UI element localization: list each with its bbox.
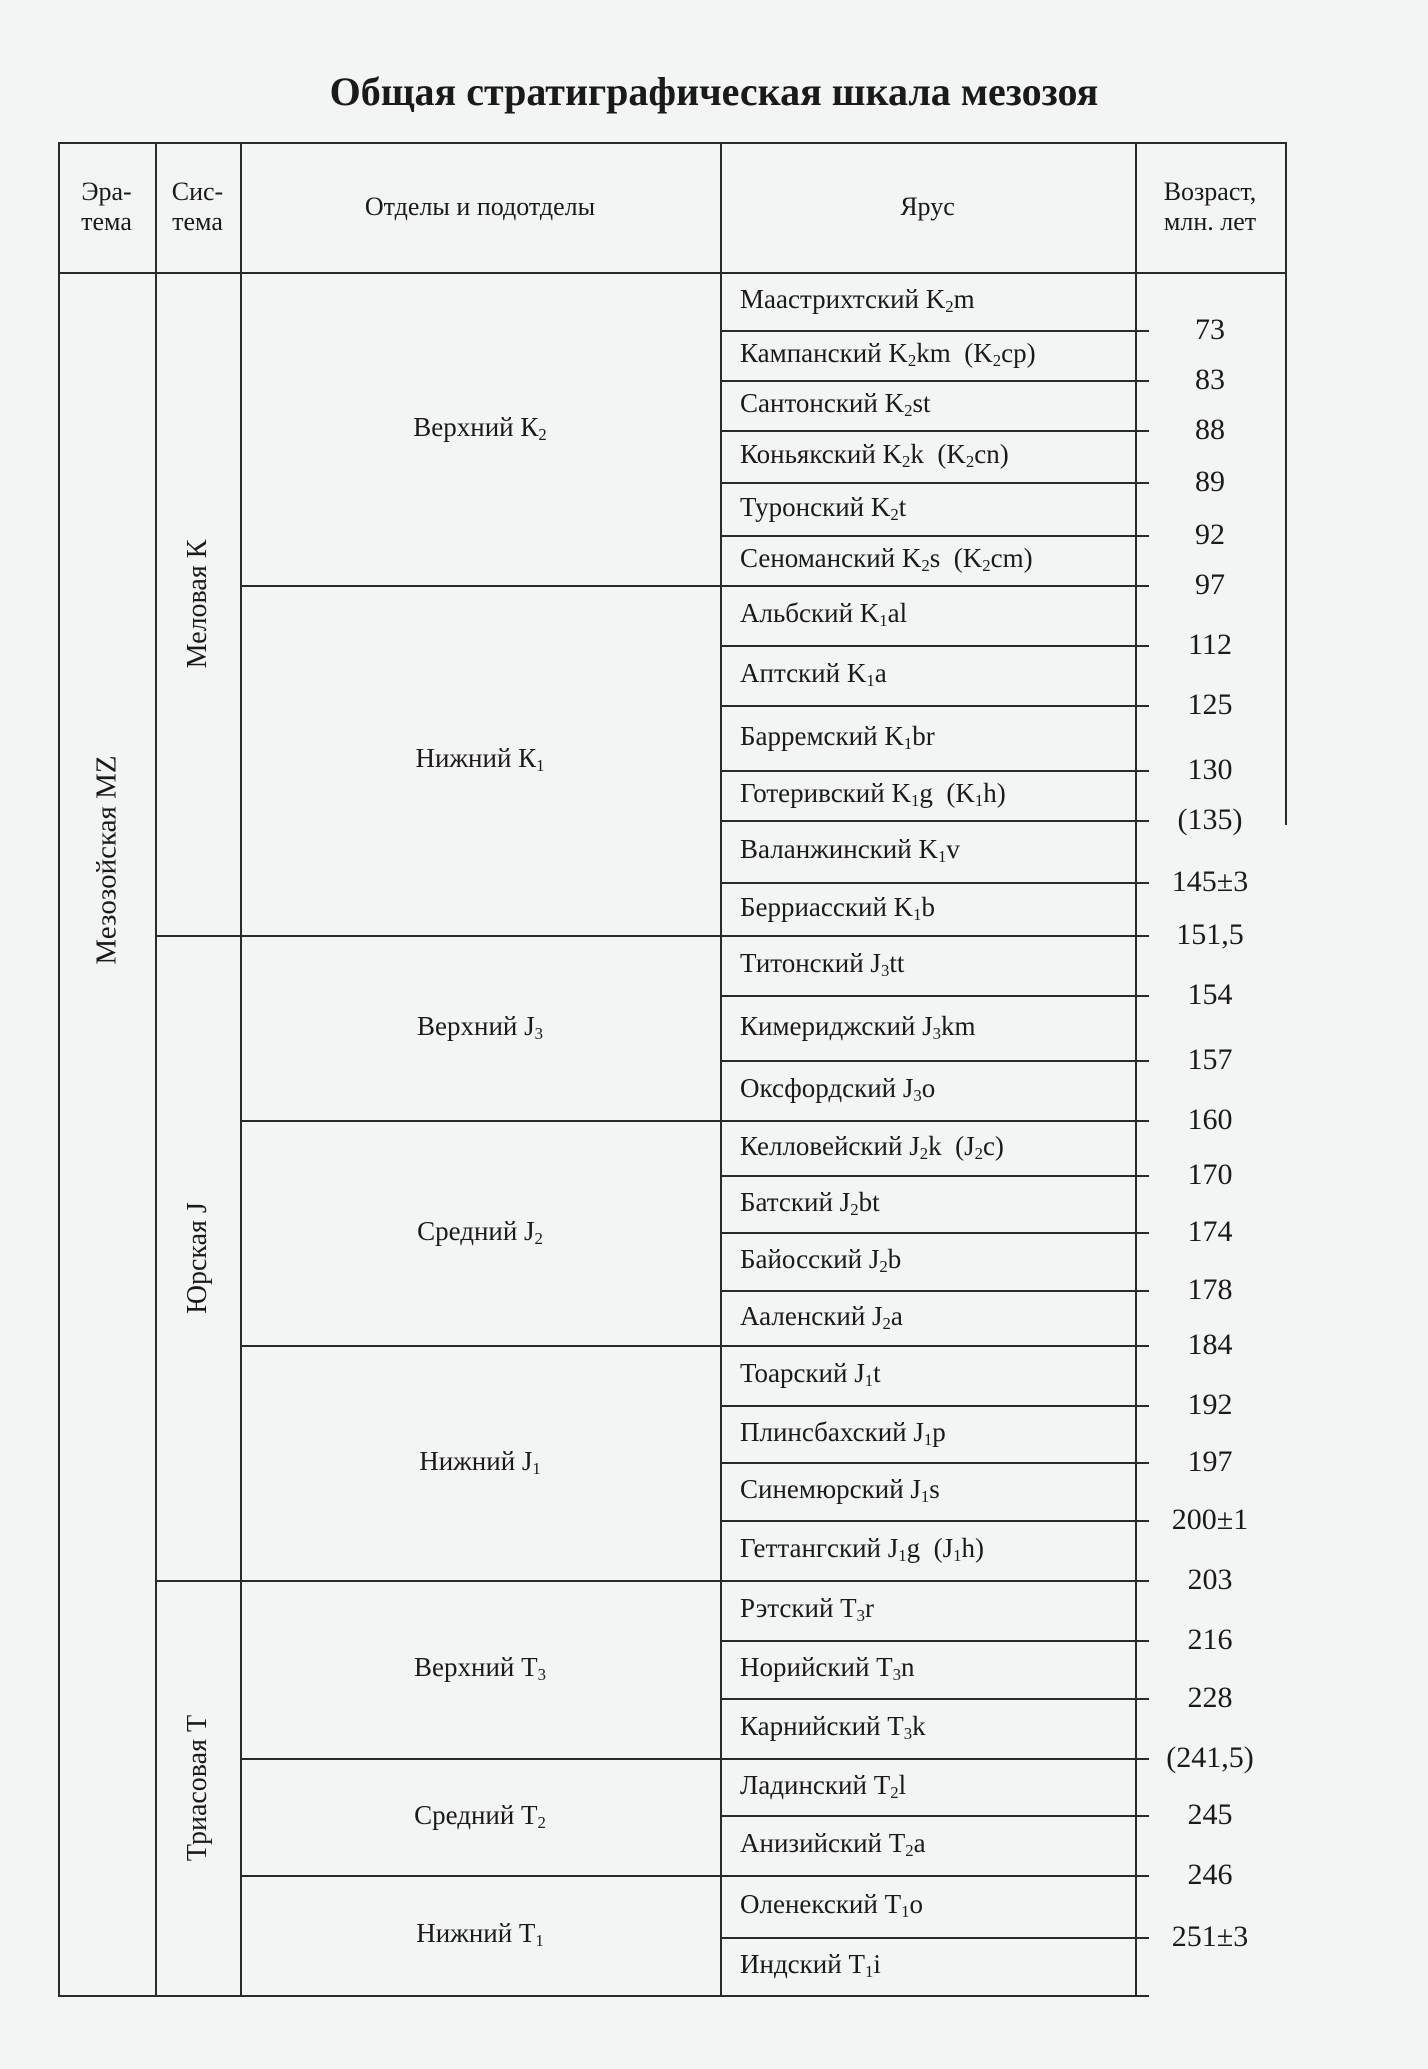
stage-index: $K_2k$ $(K_2cn)$ bbox=[882, 439, 1009, 472]
stage-row-divider bbox=[720, 430, 1135, 432]
age-boundary-tick bbox=[1135, 935, 1149, 937]
stage-index: $K_2t$ bbox=[870, 491, 907, 524]
age-value: 174 bbox=[1187, 1215, 1233, 1248]
age-value: 203 bbox=[1187, 1563, 1233, 1596]
erathem-label: Мезозойская MZ bbox=[90, 755, 122, 965]
header-age: Возраст, млн. лет bbox=[1163, 177, 1257, 236]
stage-name: Коньякский bbox=[740, 439, 876, 470]
stage-index: $J_2b$ bbox=[868, 1244, 902, 1277]
division-label bbox=[417, 1010, 543, 1043]
stage-label bbox=[740, 660, 887, 690]
system-label: Юрская J bbox=[181, 1201, 213, 1314]
division-index: 3 bbox=[537, 1665, 546, 1685]
stage-row-divider bbox=[720, 535, 1135, 537]
stage-row-divider bbox=[720, 770, 1135, 772]
division-index: 1 bbox=[535, 1931, 544, 1951]
stage-index: $T_2l$ bbox=[873, 1769, 907, 1802]
stage-index: $K_2km$ $(K_2cp)$ bbox=[888, 338, 1036, 371]
stage-name: Берриасский bbox=[740, 891, 887, 922]
system-divider bbox=[155, 935, 720, 937]
header-stage: Ярус bbox=[900, 192, 955, 221]
stage-label bbox=[740, 950, 904, 980]
stage-label bbox=[740, 1476, 940, 1506]
division-divider bbox=[240, 1875, 720, 1877]
stage-label bbox=[740, 390, 930, 420]
division-name: Верхний К bbox=[413, 411, 539, 442]
division-name: Средний J bbox=[417, 1215, 535, 1246]
stage-row-divider bbox=[720, 1640, 1135, 1642]
division-name: Нижний К bbox=[415, 743, 537, 774]
stage-name: Ааленский bbox=[740, 1300, 866, 1331]
stage-name: Оксфордский bbox=[740, 1073, 897, 1104]
division-index: 3 bbox=[534, 1023, 543, 1043]
stage-index: $T_3k$ bbox=[887, 1711, 926, 1744]
stage-name: Карнийский bbox=[740, 1711, 881, 1742]
age-boundary-tick bbox=[1135, 995, 1149, 997]
age-value: 88 bbox=[1195, 413, 1225, 446]
age-boundary-tick bbox=[1135, 482, 1149, 484]
age-value: 154 bbox=[1187, 978, 1233, 1011]
age-boundary-tick bbox=[1135, 330, 1149, 332]
system-label: Триасовая Т bbox=[181, 1714, 213, 1861]
age-boundary-tick bbox=[1135, 1462, 1149, 1464]
division-divider bbox=[240, 585, 720, 587]
column-divider bbox=[240, 142, 242, 1995]
division-index: 2 bbox=[534, 1228, 543, 1248]
age-boundary-tick bbox=[1135, 1640, 1149, 1642]
age-boundary-tick bbox=[1135, 380, 1149, 382]
stage-index: $T_1o$ bbox=[884, 1889, 923, 1922]
table-bottom-border bbox=[58, 1995, 1135, 1997]
age-value: 216 bbox=[1187, 1623, 1233, 1656]
stage-row-divider bbox=[720, 882, 1135, 884]
stage-index: $K_1v$ bbox=[918, 834, 960, 867]
age-boundary-tick bbox=[1135, 1405, 1149, 1407]
header-division: Отделы и подотделы bbox=[364, 192, 596, 221]
stage-row-divider bbox=[720, 1462, 1135, 1464]
age-value: 228 bbox=[1187, 1681, 1233, 1714]
stage-label bbox=[740, 1130, 1004, 1163]
stage-row-divider bbox=[720, 1120, 1135, 1122]
stage-name: Норийский bbox=[740, 1652, 870, 1683]
stage-index: $K_1br$ bbox=[884, 720, 935, 753]
division-name: Верхний Т bbox=[414, 1652, 538, 1683]
division-divider bbox=[240, 1345, 720, 1347]
age-boundary-tick bbox=[1135, 1345, 1149, 1347]
stage-name: Келловейский bbox=[740, 1130, 903, 1161]
stage-row-divider bbox=[720, 1060, 1135, 1062]
age-value: (241,5) bbox=[1166, 1741, 1254, 1774]
stage-index: $J_3o$ bbox=[902, 1073, 936, 1106]
stage-index: $J_3km$ bbox=[922, 1010, 976, 1043]
stage-label bbox=[740, 1360, 881, 1390]
column-divider bbox=[155, 142, 157, 1995]
age-value: 170 bbox=[1187, 1158, 1233, 1191]
stage-index: $J_1t$ bbox=[854, 1358, 881, 1391]
stage-name: Титонский bbox=[740, 948, 864, 979]
stage-index: $T_3n$ bbox=[876, 1652, 915, 1685]
age-value: 97 bbox=[1195, 568, 1225, 601]
stage-name: Тоарский bbox=[740, 1358, 848, 1389]
stage-name: Батский bbox=[740, 1186, 833, 1217]
header-erathem: Эра- тема bbox=[81, 177, 132, 236]
column-divider bbox=[1135, 142, 1137, 1995]
division-name: Нижний J bbox=[419, 1445, 533, 1476]
stage-label bbox=[740, 286, 975, 316]
age-boundary-tick bbox=[1135, 882, 1149, 884]
division-index: 1 bbox=[532, 1458, 541, 1478]
stage-name: Валанжинский bbox=[740, 834, 912, 865]
stage-index: $J_1s$ bbox=[910, 1474, 940, 1507]
stage-row-divider bbox=[720, 1815, 1135, 1817]
stage-index: $J_2k$ $(J_2c)$ bbox=[909, 1130, 1004, 1163]
header-bottom-border bbox=[58, 272, 1285, 274]
stage-name: Синемюрский bbox=[740, 1474, 904, 1505]
stage-name: Туронский bbox=[740, 491, 865, 522]
division-label bbox=[416, 1920, 544, 1950]
stage-index: $K_2m$ bbox=[925, 284, 975, 317]
stage-name: Сеноманский bbox=[740, 543, 896, 574]
age-boundary-tick bbox=[1135, 430, 1149, 432]
stage-row-divider bbox=[720, 935, 1135, 937]
age-value: 251±3 bbox=[1171, 1920, 1249, 1953]
division-index: 1 bbox=[536, 756, 545, 776]
stage-name: Байосский bbox=[740, 1244, 863, 1275]
age-value: (135) bbox=[1177, 803, 1243, 836]
column-divider bbox=[720, 142, 722, 1995]
stage-name: Индский bbox=[740, 1949, 842, 1980]
age-value: 200±1 bbox=[1171, 1503, 1249, 1536]
stage-index: $J_1g$ $(J_1h)$ bbox=[887, 1533, 984, 1566]
stage-name: Плинсбахский bbox=[740, 1416, 907, 1447]
age-value: 151,5 bbox=[1176, 918, 1244, 951]
division-label bbox=[419, 1445, 541, 1478]
age-value: 245 bbox=[1187, 1798, 1233, 1831]
age-boundary-tick bbox=[1135, 705, 1149, 707]
stage-row-divider bbox=[720, 1937, 1135, 1939]
stage-name: Барремский bbox=[740, 720, 878, 751]
age-boundary-tick bbox=[1135, 1175, 1149, 1177]
division-index: 2 bbox=[537, 1812, 546, 1832]
stage-label bbox=[740, 1186, 880, 1219]
stage-row-divider bbox=[720, 1580, 1135, 1582]
stage-name: Кампанский bbox=[740, 338, 882, 369]
stage-row-divider bbox=[720, 1758, 1135, 1760]
age-boundary-tick bbox=[1135, 820, 1149, 822]
division-label bbox=[414, 1799, 546, 1832]
stage-name: Кимериджский bbox=[740, 1010, 916, 1041]
stage-label bbox=[740, 1595, 874, 1625]
stage-index: $T_3r$ bbox=[840, 1593, 875, 1626]
age-value: 145±3 bbox=[1171, 865, 1249, 898]
division-name: Верхний J bbox=[417, 1010, 535, 1041]
stage-row-divider bbox=[720, 1405, 1135, 1407]
stage-row-divider bbox=[720, 1698, 1135, 1700]
age-value: 160 bbox=[1187, 1103, 1233, 1136]
stage-label bbox=[740, 1830, 926, 1860]
stage-index: $K_1b$ bbox=[893, 891, 936, 924]
stage-label bbox=[740, 1654, 915, 1684]
stage-name: Ладинский bbox=[740, 1769, 867, 1800]
stage-label bbox=[740, 491, 907, 524]
age-boundary-tick bbox=[1135, 1698, 1149, 1700]
stage-row-divider bbox=[720, 330, 1135, 332]
age-value: 130 bbox=[1187, 753, 1233, 786]
stage-label bbox=[740, 720, 935, 753]
stage-label bbox=[740, 1535, 984, 1565]
age-boundary-tick bbox=[1135, 1232, 1149, 1234]
age-boundary-tick bbox=[1135, 1937, 1149, 1939]
header-system: Сис- тема bbox=[171, 177, 224, 236]
age-boundary-tick bbox=[1135, 1520, 1149, 1522]
division-name: Нижний Т bbox=[416, 1918, 536, 1949]
stage-label bbox=[740, 340, 1036, 370]
age-boundary-tick bbox=[1135, 1060, 1149, 1062]
stage-label bbox=[740, 1075, 935, 1105]
age-value: 83 bbox=[1195, 363, 1225, 396]
stage-label bbox=[740, 545, 1033, 575]
age-boundary-tick bbox=[1135, 1995, 1149, 1997]
division-label bbox=[414, 1654, 546, 1684]
table-top-border bbox=[58, 142, 1285, 144]
stage-label bbox=[740, 600, 907, 630]
age-value: 178 bbox=[1187, 1273, 1233, 1306]
stage-row-divider bbox=[720, 482, 1135, 484]
stage-index: $T_1i$ bbox=[848, 1949, 881, 1982]
division-name: Средний Т bbox=[414, 1799, 538, 1830]
age-boundary-tick bbox=[1135, 1580, 1149, 1582]
age-boundary-tick bbox=[1135, 535, 1149, 537]
stage-name: Готеривский bbox=[740, 778, 885, 809]
stage-row-divider bbox=[720, 380, 1135, 382]
age-value: 125 bbox=[1187, 688, 1233, 721]
stage-label bbox=[740, 891, 936, 924]
stage-label bbox=[740, 1010, 976, 1043]
stage-row-divider bbox=[720, 1520, 1135, 1522]
stage-index: $J_2a$ bbox=[872, 1300, 903, 1333]
stage-label bbox=[740, 836, 960, 866]
table-right-border bbox=[1285, 142, 1287, 825]
age-boundary-tick bbox=[1135, 1875, 1149, 1877]
stage-index: $J_3tt$ bbox=[870, 948, 905, 981]
stage-label bbox=[740, 1300, 903, 1333]
stage-index: $K_1g$ $(K_1h)$ bbox=[891, 778, 1006, 811]
stage-row-divider bbox=[720, 585, 1135, 587]
stage-index: $T_2a$ bbox=[888, 1828, 926, 1861]
stage-row-divider bbox=[720, 1290, 1135, 1292]
stage-index: $J_2bt$ bbox=[839, 1186, 880, 1219]
system-divider bbox=[155, 1580, 720, 1582]
division-label bbox=[417, 1215, 543, 1248]
age-boundary-tick bbox=[1135, 1758, 1149, 1760]
stage-name: Оленекский bbox=[740, 1889, 878, 1920]
age-boundary-tick bbox=[1135, 1290, 1149, 1292]
stage-label bbox=[740, 1769, 907, 1802]
division-index: 2 bbox=[538, 424, 547, 444]
age-value: 246 bbox=[1187, 1858, 1233, 1891]
age-value: 112 bbox=[1188, 628, 1232, 661]
stage-name: Аптский bbox=[740, 658, 841, 689]
age-value: 197 bbox=[1187, 1445, 1233, 1478]
stage-label bbox=[740, 1891, 923, 1921]
age-value: 92 bbox=[1195, 518, 1225, 551]
stage-row-divider bbox=[720, 820, 1135, 822]
division-label bbox=[413, 411, 547, 444]
stage-row-divider bbox=[720, 1232, 1135, 1234]
stage-row-divider bbox=[720, 1345, 1135, 1347]
stage-row-divider bbox=[720, 995, 1135, 997]
stage-index: $K_2st$ bbox=[884, 388, 931, 421]
age-value: 73 bbox=[1195, 313, 1225, 346]
division-divider bbox=[240, 1758, 720, 1760]
stage-index: $K_2s$ $(K_2cm)$ bbox=[901, 543, 1033, 576]
age-boundary-tick bbox=[1135, 585, 1149, 587]
stage-name: Альбский bbox=[740, 598, 854, 629]
stage-name: Рэтский bbox=[740, 1593, 834, 1624]
age-boundary-tick bbox=[1135, 1120, 1149, 1122]
age-value: 192 bbox=[1187, 1388, 1233, 1421]
age-boundary-tick bbox=[1135, 1815, 1149, 1817]
stage-name: Сантонский bbox=[740, 388, 878, 419]
stage-label bbox=[740, 1246, 901, 1276]
stage-name: Геттангский bbox=[740, 1533, 881, 1564]
division-divider bbox=[240, 1120, 720, 1122]
page-title: Общая стратиграфическая шкала мезозоя bbox=[329, 69, 1099, 114]
age-value: 89 bbox=[1195, 465, 1225, 498]
stage-label bbox=[740, 780, 1006, 810]
stage-name: Анизийский bbox=[740, 1828, 882, 1859]
stage-row-divider bbox=[720, 1175, 1135, 1177]
stage-row-divider bbox=[720, 645, 1135, 647]
age-value: 184 bbox=[1187, 1328, 1233, 1361]
stage-label bbox=[740, 1951, 881, 1981]
stage-label bbox=[740, 441, 1009, 471]
stage-index: $K_1a$ bbox=[846, 658, 887, 691]
stage-row-divider bbox=[720, 705, 1135, 707]
stage-label bbox=[740, 1416, 946, 1449]
age-boundary-tick bbox=[1135, 770, 1149, 772]
stage-index: $J_1p$ bbox=[913, 1416, 946, 1449]
age-value: 157 bbox=[1187, 1043, 1233, 1076]
age-boundary-tick bbox=[1135, 645, 1149, 647]
stage-row-divider bbox=[720, 1875, 1135, 1877]
table-left-border bbox=[58, 142, 60, 1995]
stage-label bbox=[740, 1713, 926, 1743]
division-label bbox=[415, 745, 544, 775]
stage-index: $K_1al$ bbox=[859, 598, 908, 631]
stage-name: Маастрихтский bbox=[740, 284, 919, 315]
system-label: Меловая К bbox=[181, 539, 213, 668]
